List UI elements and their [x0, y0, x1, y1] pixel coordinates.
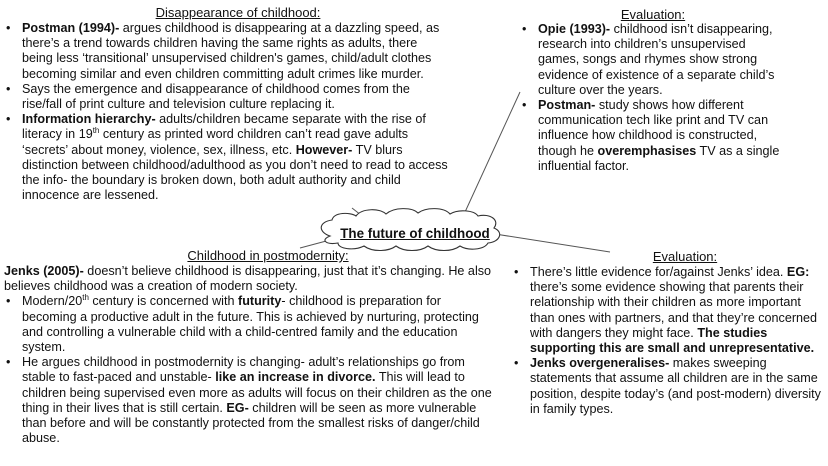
list-item: • Opie (1993)- childhood isn’t disappearing, research into children’s unsupervised games, songs and rhymes show strong evidence of existence of a separate child’s culture over the years.	[520, 22, 788, 98]
connector-bottom-right	[495, 234, 610, 252]
postmodernity-section	[4, 264, 496, 446]
list-item: • Postman- study shows how different communication tech like print and TV can influence how childhood is constructed, though he overemphasises TV as a single influential factor.	[520, 98, 788, 174]
disappearance-heading: Disappearance of childhood:	[155, 5, 321, 20]
evaluation-top-heading: Evaluation:	[620, 7, 686, 22]
disappearance-section	[4, 21, 448, 203]
list-item: • Information hierarchy- adults/children became separate with the rise of literacy in 19th century as printed word children can’t read gave adults ‘secrets’ about money, violence, sex, illness, etc. However- TV blurs distinction between childhood/adulthood as you don’t need to read to access the info- the boundary is broken down, both adult authority and child innocence are lessened.	[4, 112, 448, 203]
evaluation-bottom-section	[512, 265, 824, 417]
list-item: • Says the emergence and disappearance of childhood comes from the rise/fall of print culture and television culture replacing it.	[4, 82, 448, 112]
evaluation-top-section	[520, 22, 788, 174]
list-item: • Postman (1994)- argues childhood is disappearing at a dazzling speed, as there’s a trend towards children having the same rights as adults, there being less ‘transitional’ unsupervised children's games, child/adult clothes becoming similar and even children committing adult crimes like murder.	[4, 21, 448, 82]
central-topic-title: The future of childhood	[340, 226, 490, 241]
list-item: • He argues childhood in postmodernity is changing- adult’s relationships go from stable to fast-paced and unstable- like an increase in divorce. This will lead to children being supervised even more as adults will focus on their children as the one thing in their lives that is still certain. EG- children will be seen as more vulnerable than before and will be constantly protected from the smallest risks of danger/child abuse.	[4, 355, 496, 446]
connector-top-right	[460, 92, 520, 223]
postmodernity-heading: Childhood in postmodernity:	[187, 248, 349, 263]
list-item: • Jenks overgeneralises- makes sweeping statements that assume all children are in the same position, despite today’s (and post-modern) diversity in family types.	[512, 356, 824, 417]
postmodernity-intro: Jenks (2005)- doesn’t believe childhood is disappearing, just that it’s changing. He also believes childhood was a creation of modern society.	[4, 264, 492, 294]
list-item: • Modern/20th century is concerned with futurity- childhood is preparation for becoming a productive adult in the future. This is achieved by nurturing, protecting and controlling a vulnerable child with a child-centred family and the education system.	[4, 294, 496, 355]
evaluation-bottom-heading: Evaluation:	[652, 249, 718, 264]
list-item: • There’s little evidence for/against Jenks’ idea. EG: there’s some evidence showing that parents their relationship with their children as more important than ones with partners, and that they’re concerned with dangers they might face. The studies supporting this are small and unrepresentative.	[512, 265, 824, 356]
